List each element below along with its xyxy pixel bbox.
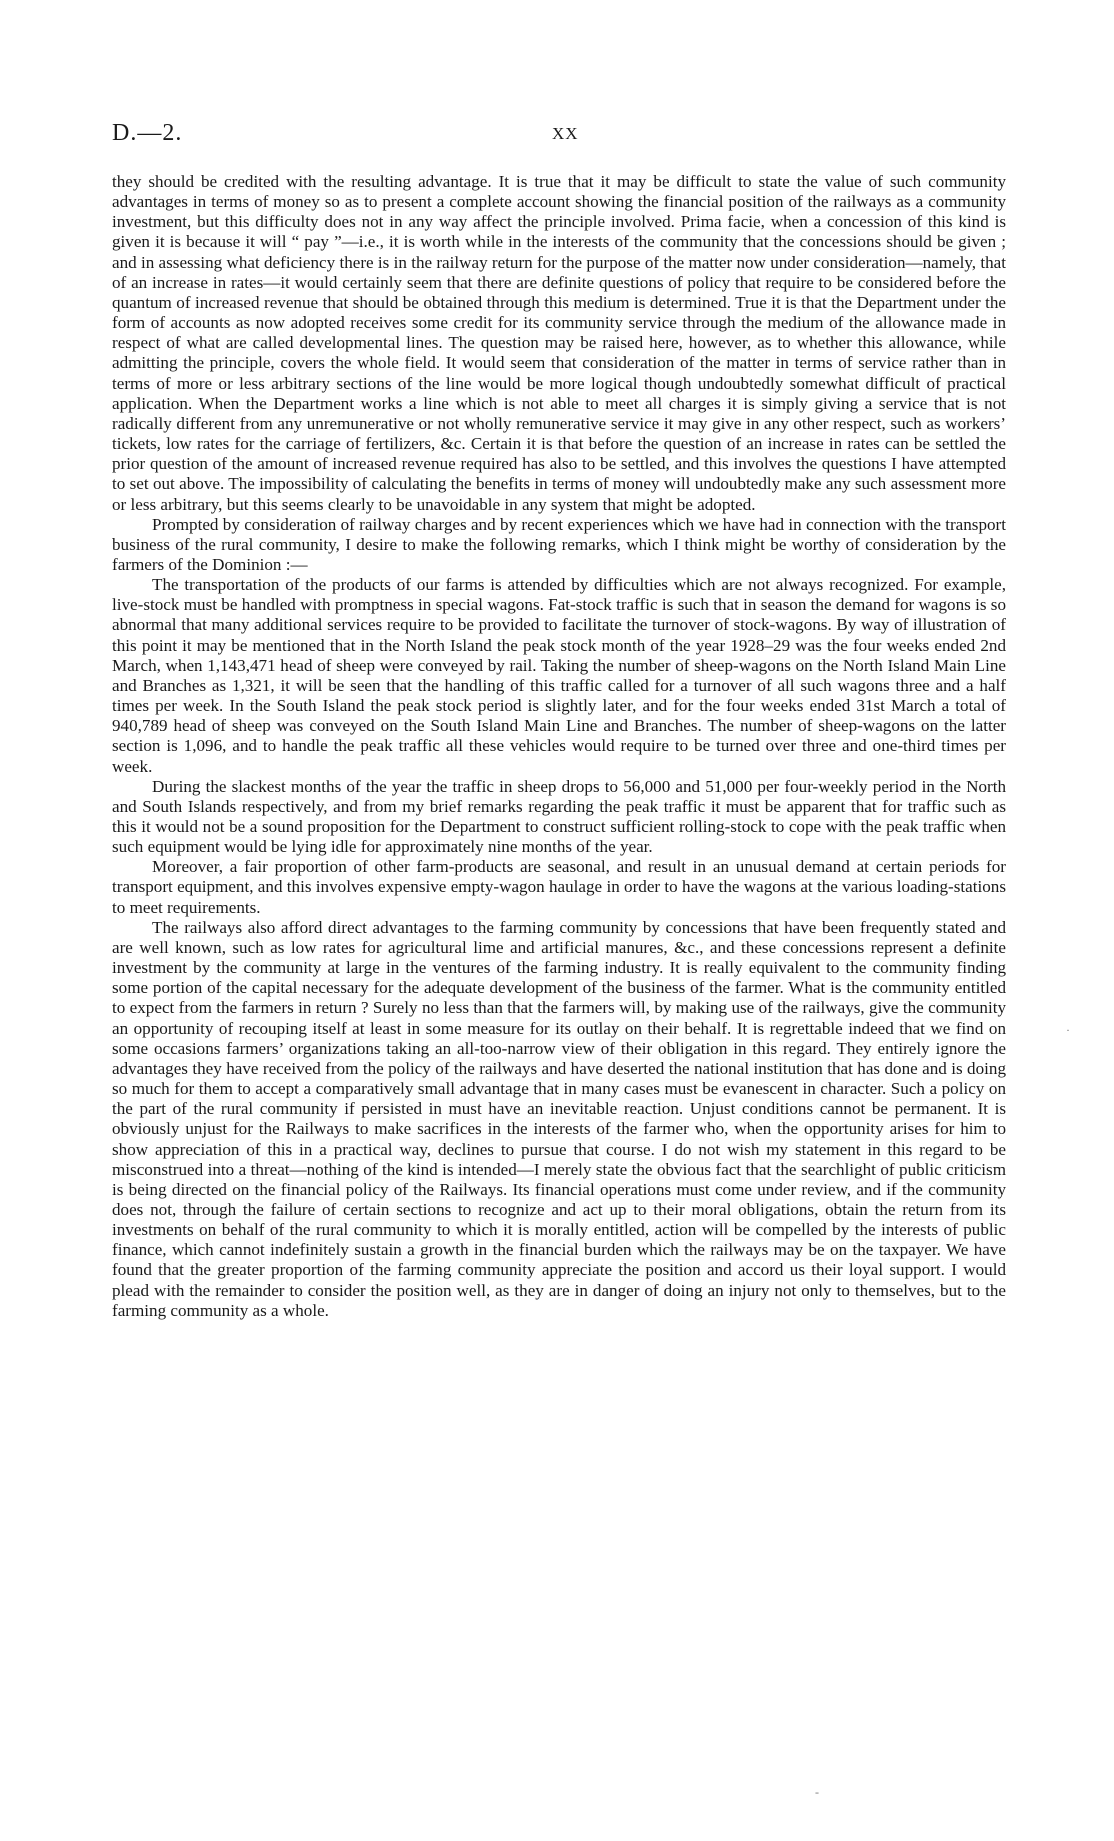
paragraph-slack-months: During the slackest months of the year the traffic in sheep drops to 56,000 and 51,000 per four-weekly period in the North and South Islands respectively, and from my brief remarks regarding the peak traffic it must be apparent that for traffic such as this it would not be a sound proposition for the Department to construct sufficient rolling-stock to cope with the peak traffic when such equipment would be lying idle for approximately nine months of the year. xyxy=(112,776,1006,857)
paragraph-transportation: The transportation of the products of our farms is attended by difficulties which are not always recognized. For example, live-stock must be handled with promptness in special wagons. Fat-stock traffic is such that in season the demand for wagons is so abnormal that many additional services require to be provided to facilitate the turnover of stock-wagons. By way of illustration of this point it may be mentioned that in the North Island the peak stock month of the year 1928–29 was the four weeks ended 2nd March, when 1,143,471 head of sheep were conveyed by rail. Taking the number of sheep-wagons on the North Island Main Line and Branches as 1,321, it will be seen that the handling of this traffic called for a turnover of all such wagons three and a half times per week. In the South Island the peak stock period is slightly later, and for the four weeks ended 31st March a total of 940,789 head of sheep was conveyed on the South Island Main Line and Branches. The number of sheep-wagons on the latter section is 1,096, and to handle the peak traffic all these vehicles would require to be turned over three and one-third times per week. xyxy=(112,575,1006,776)
document-reference: D.—2. xyxy=(112,120,183,146)
paragraph-seasonal-products: Moreover, a fair proportion of other farm-products are seasonal, and result in an unusual demand at certain periods for transport equipment, and this involves expensive empty-wagon haulage in order to have the wagons at the various loading-stations to meet requirements. xyxy=(112,857,1006,917)
paragraph-concessions: The railways also afford direct advantages to the farming community by concessions that have been frequently stated and are well known, such as low rates for agricultural lime and artificial manures, &c., and these concessions represent a definite investment by the community at large in the ventures of the farming industry. It is really equivalent to the community finding some portion of the capital necessary for the adequate development of the business of the farmer. What is the community entitled to expect from the farmers in return ? Surely no less than that the farmers will, by making use of the railways, give the community an opportunity of recouping itself at least in some measure for its outlay on their behalf. It is regrettable indeed that we find on some occasions farmers’ organizations taking an all-too-narrow view of their obligation in this regard. They entirely ignore the advantages they have received from the policy of the railways and have deserted the national institution that has done and is doing so much for them to accept a comparatively small advantage that in many cases must be evanescent in character. Such a policy on the part of the rural community if persisted in must have an inevitable reaction. Unjust conditions cannot be permanent. It is obviously unjust for the Railways to make sacrifices in the interests of the farmer who, when the opportunity arises for him to show appreciation of this in a practical way, declines to pursue that course. I do not wish my statement in this regard to be misconstrued into a threat—nothing of the kind is intended—I merely state the obvious fact that the searchlight of public criticism is being directed on the financial policy of the Railways. Its financial operations must come under review, and if the community does not, through the failure of certain sections to recognize and act up to their moral obligations, obtain the return from its investments on behalf of the rural community to which it is morally entitled, action will be compelled by the interests of public finance, which cannot indefinitely sustain a growth in the financial burden which the railways may be on the taxpayer. We have found that the greater proportion of the farming community appreciate the position and accord us their loyal support. I would plead with the remainder to consider the position well, as they are in danger of doing an injury not only to themselves, but to the farming community as a whole. xyxy=(112,917,1006,1320)
footer-dot: - xyxy=(815,1785,819,1799)
body-text xyxy=(112,172,1006,1321)
margin-dot: · xyxy=(1066,1023,1070,1037)
page-number: XX xyxy=(552,124,579,143)
page-header xyxy=(112,120,1012,150)
paragraph-community-advantages: they should be credited with the resulting advantage. It is true that it may be difficult to state the value of such community advantages in terms of money so as to present a complete account showing the financial position of the railways as a community investment, but this difficulty does not in any way affect the principle involved. Prima facie, when a concession of this kind is given it is because it will “ pay ”—i.e., it is worth while in the interests of the community that the concessions should be given ; and in assessing what deficiency there is in the railway return for the purpose of the matter now under consideration—namely, that of an increase in rates—it would certainly seem that there are definite questions of policy that require to be considered before the quantum of increased revenue that should be obtained through this medium is determined. True it is that the Department under the form of accounts as now adopted receives some credit for its community service through the medium of the allowance made in respect of what are called developmental lines. The question may be raised here, however, as to whether this allowance, while admitting the principle, covers the whole field. It would seem that consideration of the matter in terms of service rather than in terms of more or less arbitrary sections of the line would be more logical though undoubtedly somewhat difficult of practical application. When the Department works a line which is not able to meet all charges it is simply giving a service that is not radically different from any unremunerative or not wholly remunerative service it may give in any other respect, such as workers’ tickets, low rates for the carriage of fertilizers, &c. Certain it is that before the question of an increase in rates can be settled the prior question of the amount of increased revenue required has also to be settled, and this involves the questions I have attempted to set out above. The impossibility of calculating the benefits in terms of money will undoubtedly make any such assessment more or less arbitrary, but this seems clearly to be unavoidable in any system that might be adopted. xyxy=(112,172,1006,514)
paragraph-remarks-intro: Prompted by consideration of railway charges and by recent experiences which we have had in connection with the transport business of the rural community, I desire to make the following remarks, which I think might be worthy of consideration by the farmers of the Dominion :— xyxy=(112,514,1006,574)
